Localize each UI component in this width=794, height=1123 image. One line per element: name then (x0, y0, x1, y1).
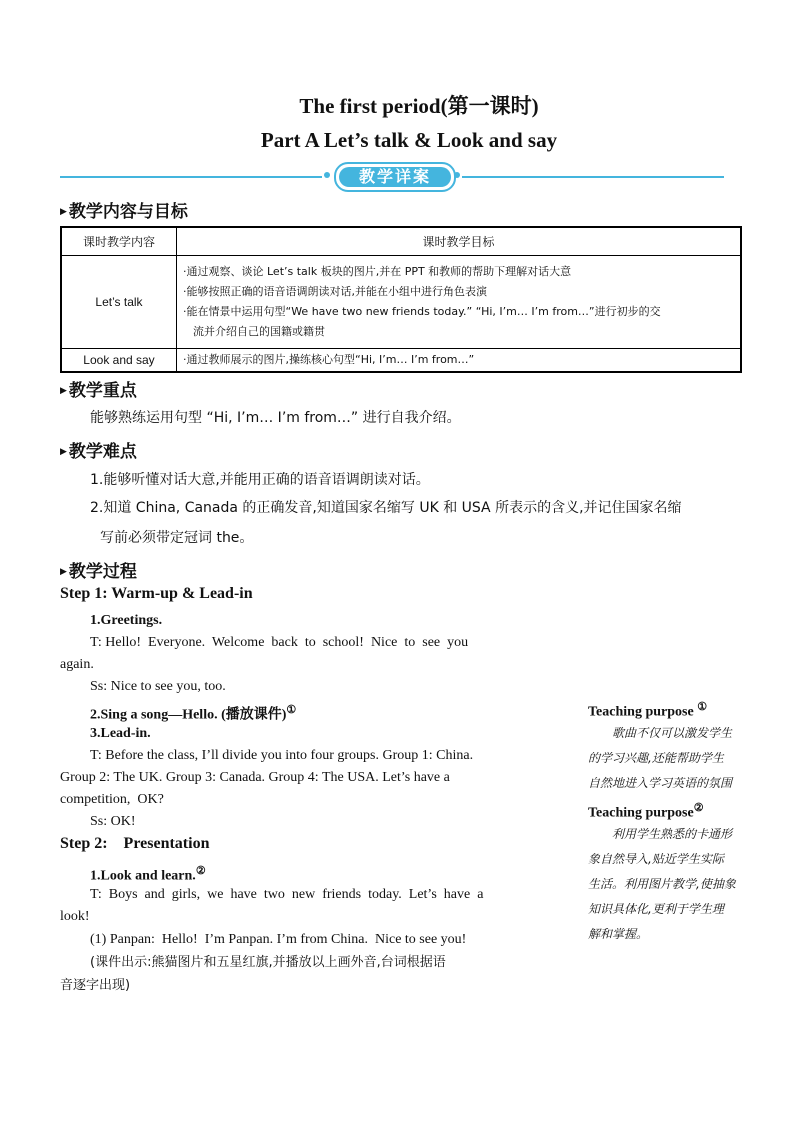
footnote-marker: ② (195, 865, 206, 877)
goal-line: ·能够按照正确的语音语调朗读对话,并能在小组中进行角色表演 (183, 285, 487, 298)
step1-greetings-heading: 1.Greetings. (90, 613, 163, 628)
side-note-heading (588, 801, 758, 822)
table-row (61, 349, 741, 373)
section-heading: 教学内容与目标 (68, 202, 188, 222)
side-note-line: 自然地进入学习英语的氛围 (588, 775, 733, 790)
section-heading: 教学过程 (68, 562, 137, 582)
look-heading-text: 1.Look and learn. (90, 868, 196, 884)
step1-lead-heading: 3.Lead-in. (90, 726, 151, 741)
side-note-heading-text: Teaching purpose (588, 704, 694, 720)
side-note-line: 利用学生熟悉的卡通形 (612, 826, 733, 841)
dialog-line: T: Hello! Everyone. Welcome back to school! Nice to see you (90, 635, 469, 650)
triangle-bullet-icon: ▶ (60, 207, 67, 217)
step1-heading: Step 1: Warm-up & Lead-in (60, 585, 253, 602)
side-note-heading (588, 700, 758, 721)
dialog-line: competition, OK? (60, 792, 164, 807)
side-note-1 (588, 700, 758, 796)
table-row (61, 256, 741, 349)
goal-line: 流并介绍自己的国籍或籍贯 (193, 325, 325, 338)
section-content-goals (60, 197, 188, 222)
section-difficulties (60, 437, 137, 462)
dialog-line: Group 2: The UK. Group 3: Canada. Group 4: The USA. Let’s have a (60, 770, 450, 785)
difficulty-item: 写前必须带定冠词 the。 (100, 530, 254, 546)
triangle-bullet-icon: ▶ (60, 447, 67, 457)
banner-line-right (462, 176, 724, 178)
footnote-marker: ① (286, 704, 297, 716)
triangle-bullet-icon: ▶ (60, 386, 67, 396)
courseware-note: 音逐字出现) (60, 978, 131, 993)
table-cell-goals (177, 349, 742, 373)
table-header-cell: 课时教学内容 (61, 227, 177, 256)
page-subtitle: Part A Let’s talk & Look and say (260, 128, 558, 152)
dialog-line: (1) Panpan: Hello! I’m Panpan. I’m from China. Nice to see you! (90, 932, 467, 947)
key-point-text: 能够熟练运用句型 “Hi, I’m… I’m from…” 进行自我介绍。 (90, 410, 461, 426)
page-title: The first period(第一课时) (299, 94, 539, 118)
difficulty-item: 1.能够听懂对话大意,并能用正确的语音语调朗读对话。 (90, 472, 430, 488)
footnote-marker: ② (693, 802, 704, 814)
banner-dot-left (324, 172, 330, 178)
section-key-points (60, 376, 137, 401)
dialog-line: T: Boys and girls, we have two new friends today. Let’s have a (90, 887, 484, 902)
banner-pill (334, 162, 456, 192)
dialog-line: T: Before the class, I’ll divide you into four groups. Group 1: China. (90, 748, 474, 763)
footnote-marker: ① (697, 701, 708, 713)
side-note-line: 知识具体化,更利于学生理 (588, 901, 724, 916)
table-header-cell: 课时教学目标 (177, 227, 742, 256)
side-note-line: 歌曲不仅可以激发学生 (612, 725, 733, 740)
side-note-line: 的学习兴趣,还能帮助学生 (588, 750, 724, 765)
side-note-line: 生活。利用图片教学,使抽象 (588, 876, 736, 891)
dialog-line: look! (60, 909, 90, 924)
side-note-line: 解和掌握。 (588, 926, 649, 941)
section-heading: 教学难点 (68, 442, 137, 462)
table-header-row (61, 227, 741, 256)
dialog-line: Ss: OK! (90, 814, 136, 829)
triangle-bullet-icon: ▶ (60, 567, 67, 577)
courseware-note: (课件出示:熊猫图片和五星红旗,并播放以上画外音,台词根据语 (90, 955, 446, 970)
difficulty-item: 2.知道 China, Canada 的正确发音,知道国家名缩写 UK 和 USA 所表示的含义,并记住国家名缩 (90, 500, 682, 516)
banner-line-left (60, 176, 322, 178)
goal-line: ·通过教师展示的图片,操练核心句型“Hi, I’m… I’m from…” (183, 353, 475, 366)
dialog-line: again. (60, 657, 94, 672)
side-note-2 (588, 801, 758, 947)
goals-table (60, 226, 742, 373)
step2-heading: Step 2: Presentation (60, 835, 210, 852)
table-cell-goals (177, 256, 742, 349)
side-note-line: 象自然导入,贴近学生实际 (588, 851, 724, 866)
banner-label: 教学详案 (339, 167, 451, 187)
section-heading: 教学重点 (68, 381, 137, 401)
banner (322, 160, 462, 190)
goal-line: ·能在情景中运用句型“We have two new friends today.” “Hi, I’m… I’m from…”进行初步的交 (183, 305, 661, 318)
sing-heading-text: 2.Sing a song—Hello. (播放课件) (90, 707, 287, 723)
table-cell-content: Let’s talk (61, 256, 177, 349)
section-process (60, 557, 137, 582)
table-cell-content: Look and say (61, 349, 177, 373)
dialog-line: Ss: Nice to see you, too. (90, 679, 226, 694)
banner-dot-right (454, 172, 460, 178)
goal-line: ·通过观察、谈论 Let’s talk 板块的图片,并在 PPT 和教师的帮助下理解对话大意 (183, 265, 572, 278)
side-note-heading-text: Teaching purpose (588, 805, 694, 821)
